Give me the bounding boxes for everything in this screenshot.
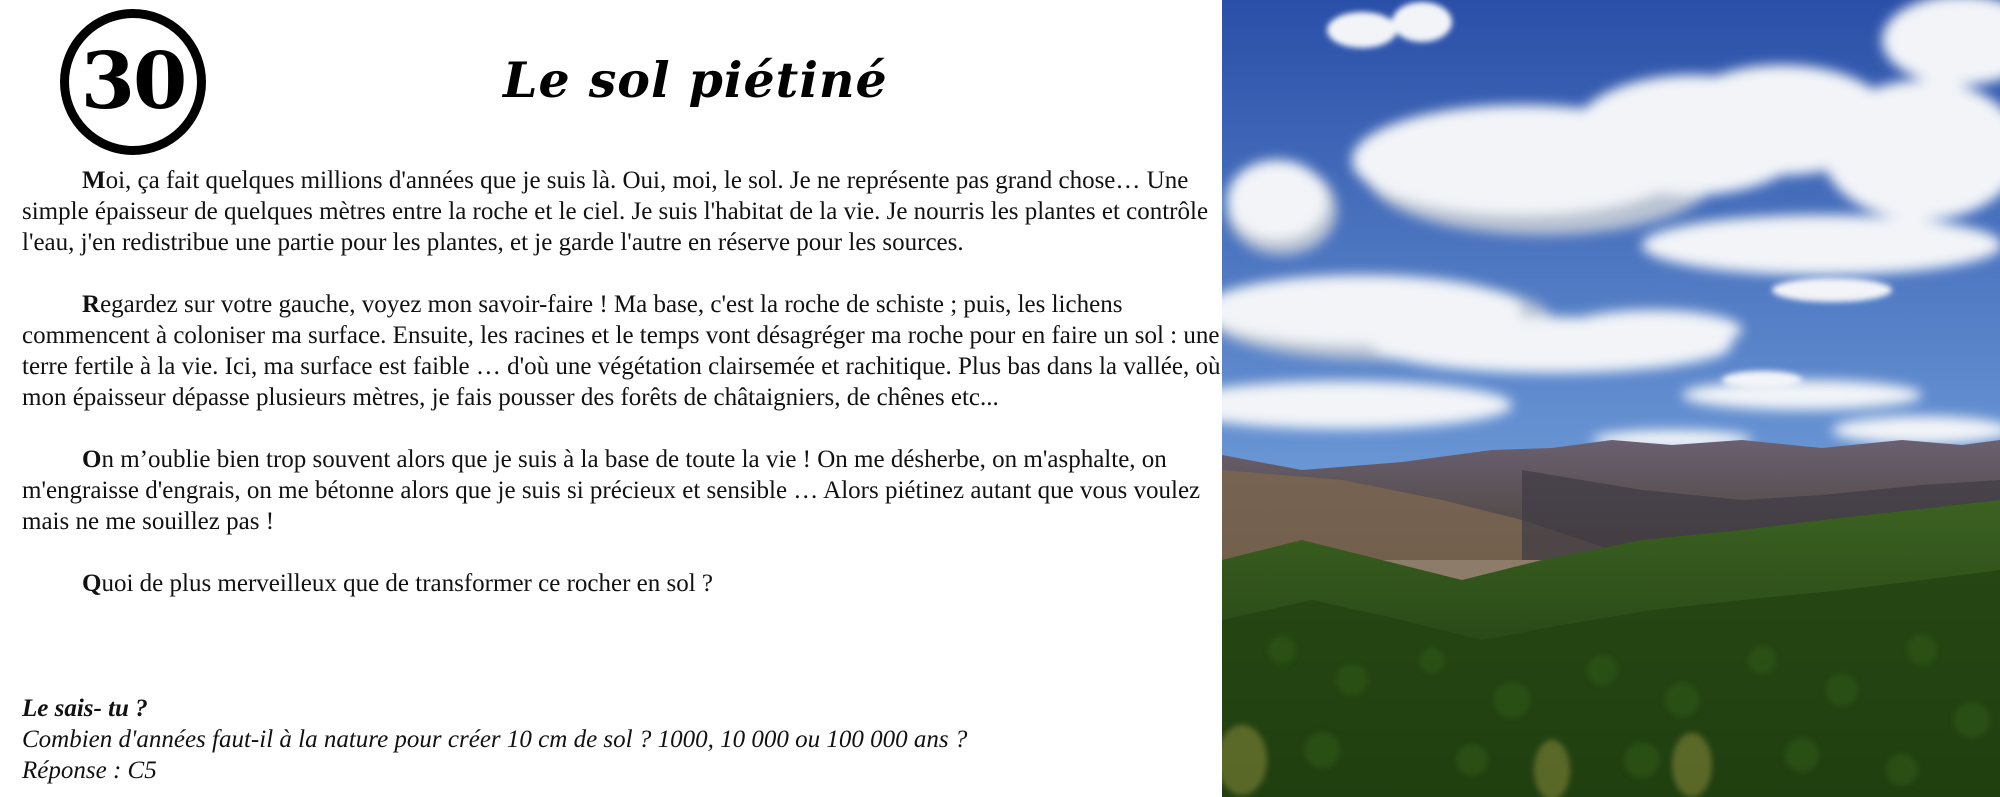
paragraph-text: oi, ça fait quelques millions d'années que je suis là. Oui, moi, le sol. Je ne représente pas grand chose… Une simple épaisseur de quelques mètres entre la roche et le ciel. Je suis l'habitat de la vie. Je nourris les plantes et contrôle l'eau, j'en redistribue une partie pour les plantes, et je garde l'autre en réserve pour les sources. bbox=[22, 167, 1209, 256]
paragraph-initial: M bbox=[82, 167, 106, 194]
paragraph-4 bbox=[22, 568, 1222, 599]
paragraph-text: egardez sur votre gauche, voyez mon savoir-faire ! Ma base, c'est la roche de schiste ; puis, les lichens commencent à coloniser ma surface. Ensuite, les racines et le temps vont désagréger ma roche pour en faire un sol : une terre fertile à la vie. Ici, ma surface est faible … d'où une végétation clairsemée et rachitique. Plus bas dans la vallée, où mon épaisseur dépasse plusieurs mètres, je fais pousser des forêts de châtaigniers, de chênes etc... bbox=[22, 291, 1221, 411]
paragraph-text: uoi de plus merveilleux que de transformer ce rocher en sol ? bbox=[101, 570, 714, 597]
paragraph-1 bbox=[22, 165, 1222, 258]
quiz-box bbox=[22, 693, 1222, 786]
stop-number-badge bbox=[60, 9, 206, 155]
quiz-title: Le sais- tu ? bbox=[22, 695, 148, 722]
paragraph-3 bbox=[22, 444, 1222, 537]
stop-number: 30 bbox=[80, 36, 186, 127]
paragraph-initial: O bbox=[82, 446, 102, 473]
paragraph-initial: Q bbox=[82, 570, 102, 597]
quiz-question: Combien d'années faut-il à la nature pour créer 10 cm de sol ? 1000, 10 000 ou 100 000 ans ? bbox=[22, 726, 968, 753]
mountain-landscape-photo bbox=[1222, 0, 2000, 797]
body-text bbox=[22, 165, 1222, 630]
paragraph-text: n m’oublie bien trop souvent alors que je suis à la base de toute la vie ! On me désherbe, on m'asphalte, on m'engraisse d'engrais, on me bétonne alors que je suis si précieux et sensible … Alors piétinez autant que vous voulez mais ne me souillez pas ! bbox=[22, 446, 1201, 535]
paragraph-initial: R bbox=[82, 291, 101, 318]
paragraph-2 bbox=[22, 289, 1222, 413]
page-title: Le sol piétiné bbox=[503, 51, 888, 109]
landscape-illustration bbox=[1222, 0, 2000, 797]
quiz-answer: Réponse : C5 bbox=[22, 757, 157, 784]
